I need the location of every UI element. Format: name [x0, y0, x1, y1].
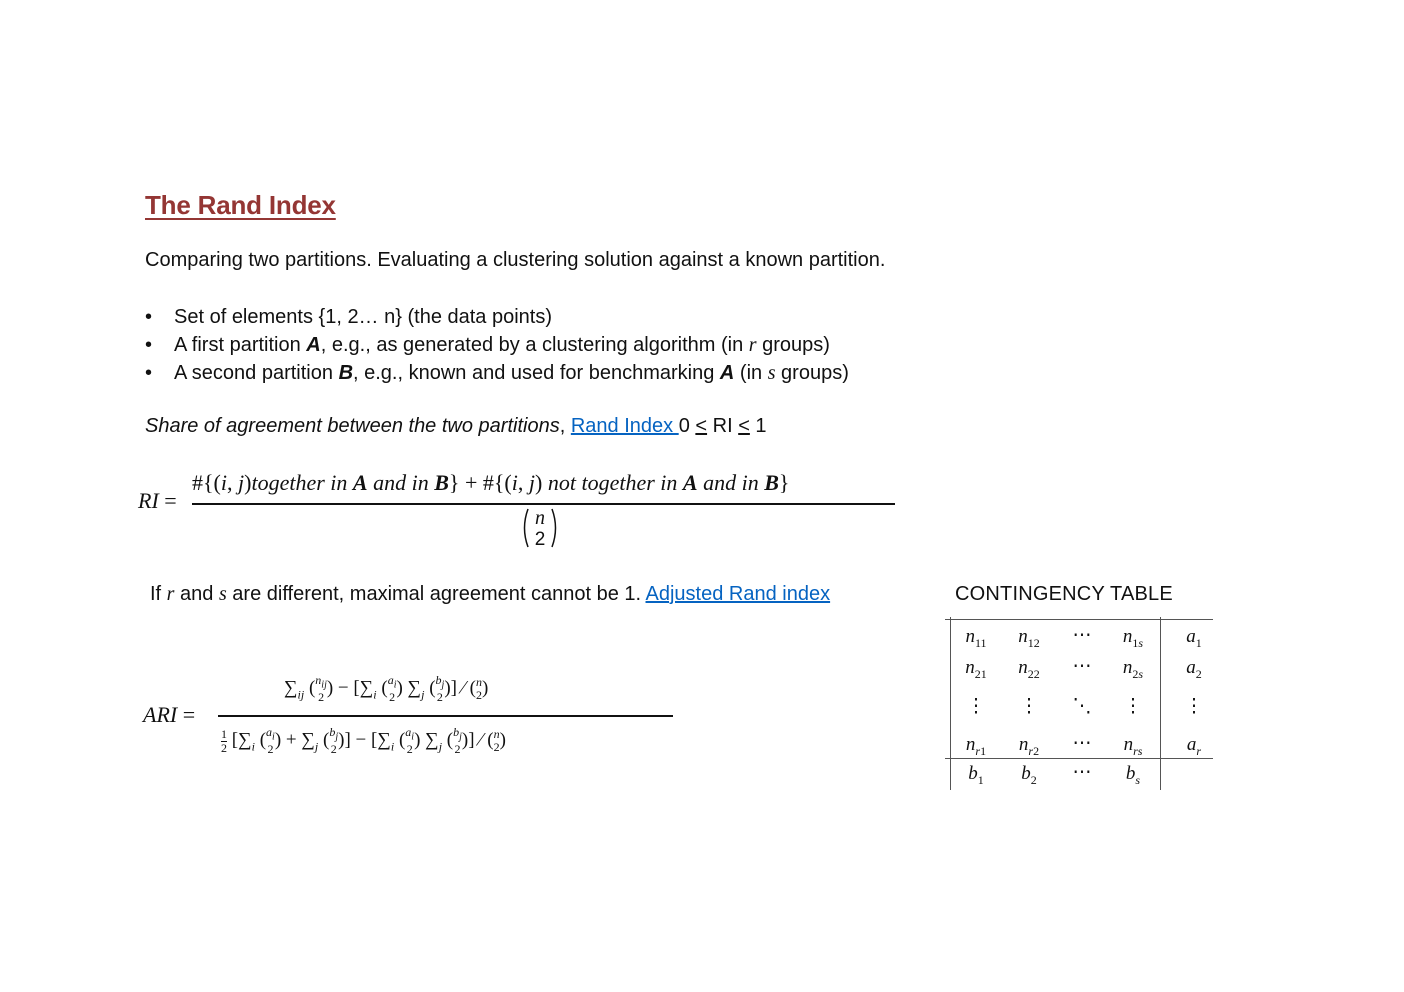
ri-formula-lhs: RI = — [138, 488, 177, 513]
table-cell: $a_r$ — [1186, 734, 1202, 758]
contingency-table — [945, 617, 1215, 792]
table-cell: $n_{r1}$ — [965, 734, 987, 758]
contingency-table-title: CONTINGENCY TABLE — [955, 583, 1173, 605]
table-cell: $n_{21}$ — [965, 657, 987, 681]
adjusted-note: If r and s are different, maximal agreement cannot be 1. Adjusted Rand index — [150, 583, 831, 605]
ari-formula-lhs: ARI = — [143, 702, 196, 727]
table-cell: ⋯ — [1072, 656, 1092, 677]
ri-fraction-bar — [192, 503, 895, 505]
list-item: • A first partition A, e.g., as generated by a clustering algorithm (in r groups) — [145, 331, 849, 359]
table-cell: ⋮ — [966, 696, 986, 717]
ri-formula-denominator — [520, 506, 560, 556]
ari-formula-numerator: $\sum_{ij}$ ( $n_{ij}$ 2 ) − [$\sum_i$ ( $a_i$ 2 ) $\sum_j$ ( $b_j$ 2 )] ⁄ ( n 2 ) — [284, 673, 489, 705]
share-text: Share of agreement between the two partitions, Rand Index 0 < RI < 1 — [145, 415, 767, 437]
table-cell: ⋯ — [1072, 762, 1092, 783]
table-cell: ⋯ — [1072, 625, 1092, 646]
table-cell: $b_1$ — [968, 763, 984, 787]
table-cell: $a_2$ — [1186, 657, 1202, 681]
table-cell: $a_1$ — [1186, 626, 1202, 650]
intro-text: Comparing two partitions. Evaluating a clustering solution against a known partition. — [145, 249, 886, 271]
table-rule — [950, 617, 951, 790]
table-cell: $b_s$ — [1125, 763, 1141, 787]
list-item: • Set of elements {1, 2… n} (the data points) — [145, 303, 849, 331]
table-cell: $n_{2s}$ — [1122, 657, 1144, 681]
svg-text:n: n — [535, 507, 545, 529]
adjusted-rand-index-link[interactable]: Adjusted Rand index — [645, 583, 831, 605]
table-cell: $n_{r2}$ — [1018, 734, 1040, 758]
ari-formula-denominator: $\frac{1}{2}$ [$\sum_i$ ( $a_i$ 2 ) + $\sum_j$ ( $b_j$ 2 )] − [$\sum_i$ ( $a_i$ 2 ) $\sum_j$ ( $b_j$ 2 )] ⁄ ( n 2 ) — [221, 725, 506, 757]
bullet-list — [145, 303, 849, 387]
ari-fraction-bar — [218, 715, 673, 717]
table-cell: $n_{1s}$ — [1122, 626, 1144, 650]
table-cell: $b_2$ — [1021, 763, 1037, 787]
rand-index-link[interactable]: Rand Index — [570, 415, 679, 437]
table-cell: ⋮ — [1184, 696, 1204, 717]
table-rule — [945, 619, 1213, 620]
table-cell: ⋮ — [1123, 696, 1143, 717]
table-cell: $n_{22}$ — [1018, 657, 1040, 681]
table-cell: ⋱ — [1072, 696, 1092, 717]
table-cell: $n_{rs}$ — [1123, 734, 1143, 758]
table-cell: ⋮ — [1019, 696, 1039, 717]
svg-text:2: 2 — [534, 529, 546, 550]
list-item: • A second partition B, e.g., known and used for benchmarking A (in s groups) — [145, 359, 849, 387]
table-rule — [1160, 617, 1161, 790]
table-cell: ⋯ — [1072, 733, 1092, 754]
table-cell: $n_{12}$ — [1018, 626, 1040, 650]
page-title: The Rand Index — [145, 190, 336, 220]
ri-formula-numerator: #{(i, j)together in A and in B} + #{(i, j) not together in A and in B} — [192, 470, 790, 495]
table-cell: $n_{11}$ — [965, 626, 987, 650]
